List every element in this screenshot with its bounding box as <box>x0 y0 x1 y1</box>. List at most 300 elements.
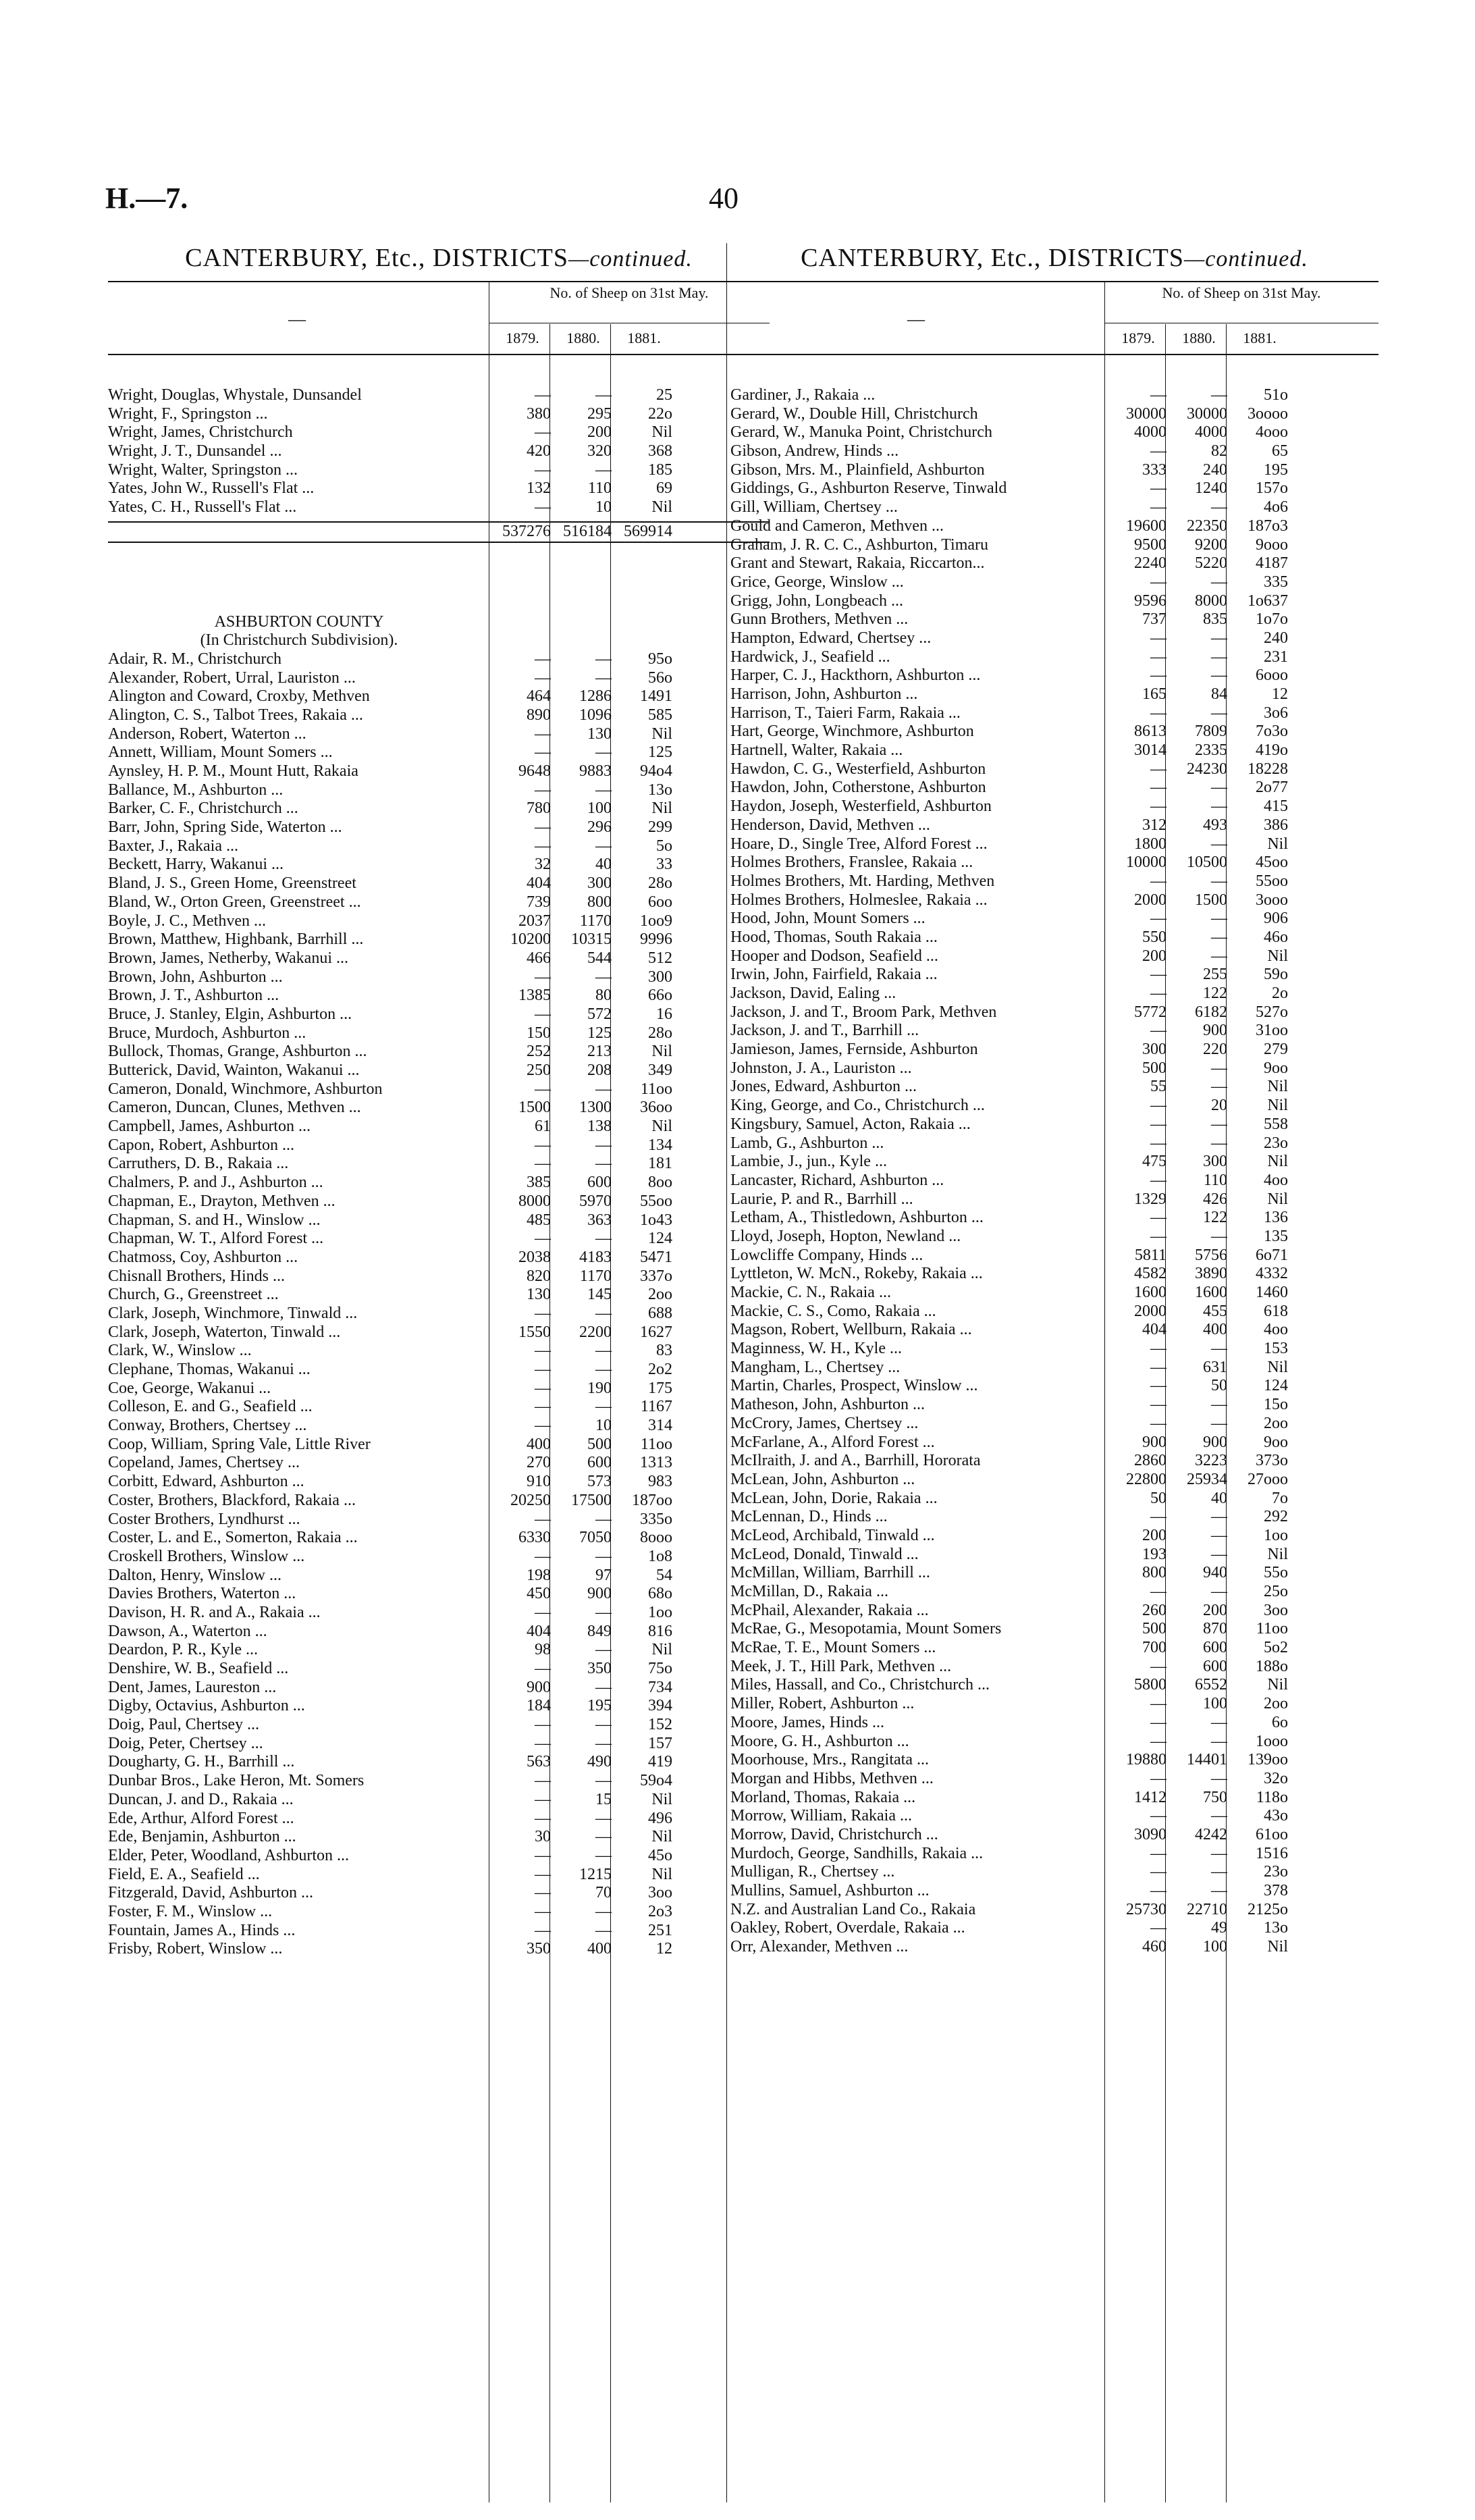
sheep-1881: 134 <box>648 1136 672 1154</box>
sheep-1881: 18228 <box>1248 760 1288 778</box>
owner-name: Jackson, David, Ealing ... <box>730 985 896 1002</box>
owner-name: Lloyd, Joseph, Hopton, Newland ... <box>730 1227 961 1245</box>
left-table-header <box>108 281 770 355</box>
sheep-1880: — <box>595 461 612 479</box>
sheep-1880: 455 <box>1203 1302 1227 1320</box>
sheep-1880: 125 <box>587 1024 612 1042</box>
owner-name: Harrison, T., Taieri Farm, Rakaia ... <box>730 704 961 722</box>
sheep-1880: — <box>1211 1396 1227 1414</box>
sheep-1880: 300 <box>1203 1153 1227 1171</box>
owner-name: Giddings, G., Ashburton Reserve, Tinwald <box>730 479 1007 498</box>
left-sheep-header: No. of Sheep on 31st May. <box>489 285 770 323</box>
owner-name: Harrison, John, Ashburton ... <box>730 685 918 703</box>
sheep-1880: — <box>1211 1769 1227 1787</box>
sheep-1880: 10 <box>595 498 612 517</box>
sheep-1881: 59o4 <box>640 1772 672 1790</box>
table-row <box>730 1153 1378 1172</box>
sheep-1881: 25o <box>1264 1583 1288 1600</box>
owner-name: Gibson, Andrew, Hinds ... <box>730 442 899 461</box>
sheep-1879: — <box>1150 1508 1166 1526</box>
total-1879: 537276 <box>502 522 551 540</box>
left-name-column-header: — <box>288 309 306 329</box>
sheep-1881: 1ooo <box>1256 1732 1288 1750</box>
owner-name: McRae, T. E., Mount Somers ... <box>730 1639 936 1657</box>
sheep-1880: 6552 <box>1195 1676 1227 1694</box>
table-row <box>730 1676 1378 1695</box>
sheep-1879: — <box>535 1379 551 1397</box>
sheep-1879: 333 <box>1142 461 1166 479</box>
sheep-1881: 496 <box>648 1809 672 1827</box>
table-row <box>730 891 1378 910</box>
owner-name: Jones, Edward, Ashburton ... <box>730 1078 917 1096</box>
table-row <box>108 1679 770 1698</box>
table-row <box>108 1492 770 1511</box>
table-row <box>108 1735 770 1754</box>
sheep-1879: — <box>535 818 551 837</box>
sheep-1881: 3oo <box>1264 1601 1288 1619</box>
sheep-1881: 512 <box>648 949 672 967</box>
county-subtitle-text: (In Christchurch Subdivision). <box>200 631 398 650</box>
owner-name: Dunbar Bros., Lake Heron, Mt. Somers <box>108 1772 365 1790</box>
sheep-1879: — <box>535 1790 551 1808</box>
owner-name: Morgan and Hibbs, Methven ... <box>730 1769 934 1787</box>
owner-name: Bullock, Thomas, Grange, Ashburton ... <box>108 1043 367 1061</box>
left-year-1879: 1879. <box>506 330 539 346</box>
sheep-1881: Nil <box>1267 1676 1288 1694</box>
owner-name: Mulligan, R., Chertsey ... <box>730 1863 895 1881</box>
table-row <box>730 1003 1378 1022</box>
sheep-1881: 9oo <box>1264 1433 1288 1451</box>
owner-name: Morrow, William, Rakaia ... <box>730 1807 912 1825</box>
table-row <box>108 1903 770 1922</box>
owner-name: McRae, G., Mesopotamia, Mount Somers <box>730 1620 1002 1638</box>
table-row <box>108 1641 770 1660</box>
owner-name: Croskell Brothers, Winslow ... <box>108 1547 305 1565</box>
page-number: 40 <box>709 182 739 215</box>
sheep-1879: — <box>1150 1882 1166 1899</box>
table-row <box>730 985 1378 1003</box>
sheep-1880: — <box>595 1510 612 1528</box>
table-row <box>730 1919 1378 1938</box>
sheep-1879: — <box>1150 1134 1166 1152</box>
table-row <box>730 1620 1378 1639</box>
owner-name: Hoare, D., Single Tree, Alford Forest ... <box>730 835 988 853</box>
table-row <box>730 648 1378 667</box>
sheep-1879: 400 <box>527 1435 551 1453</box>
sheep-1881: 386 <box>1264 816 1288 834</box>
sheep-1880: — <box>1211 1863 1227 1881</box>
sheep-1879: — <box>1150 779 1166 797</box>
sheep-1880: — <box>1211 779 1227 797</box>
owner-name: Fountain, James A., Hinds ... <box>108 1921 296 1939</box>
sheep-1879: — <box>1150 1115 1166 1133</box>
owner-name: Haydon, Joseph, Westerfield, Ashburton <box>730 797 992 816</box>
table-row <box>730 1415 1378 1434</box>
sheep-1880: 138 <box>587 1118 612 1136</box>
sheep-1880: 190 <box>587 1379 612 1397</box>
sheep-1880: — <box>595 837 612 855</box>
sheep-1880: 849 <box>587 1622 612 1640</box>
table-row <box>730 517 1378 536</box>
sheep-1879: 3090 <box>1134 1825 1166 1843</box>
sheep-1881: Nil <box>1267 1358 1288 1376</box>
sheep-1879: — <box>1150 704 1166 722</box>
owner-name: King, George, and Co., Christchurch ... <box>730 1097 985 1115</box>
sheep-1881: 54 <box>656 1566 672 1584</box>
owner-name: Gardiner, J., Rakaia ... <box>730 386 876 404</box>
sheep-1880: — <box>595 1230 612 1248</box>
sheep-1881: 1o43 <box>640 1211 672 1229</box>
table-row <box>108 1810 770 1829</box>
sheep-1879: 198 <box>527 1566 551 1584</box>
table-row <box>108 930 770 949</box>
left-total-row <box>108 521 770 543</box>
right-year-1881: 1881. <box>1243 330 1277 346</box>
sheep-1881: 688 <box>648 1304 672 1322</box>
table-row <box>730 1882 1378 1901</box>
owner-name: Lamb, G., Ashburton ... <box>730 1134 884 1152</box>
table-row <box>108 479 770 498</box>
sheep-1879: — <box>1150 1209 1166 1227</box>
table-row <box>108 1267 770 1286</box>
sheep-1879: 193 <box>1142 1545 1166 1563</box>
sheep-1879: 460 <box>1142 1938 1166 1956</box>
table-row <box>108 1305 770 1323</box>
sheep-1880: 4183 <box>579 1248 612 1266</box>
table-row <box>730 1377 1378 1396</box>
sheep-1880: 600 <box>1203 1639 1227 1657</box>
owner-name: Mullins, Samuel, Ashburton ... <box>730 1882 930 1899</box>
sheep-1880: 573 <box>587 1473 612 1491</box>
sheep-1879: 200 <box>1142 947 1166 965</box>
sheep-1881: 188o <box>1256 1657 1288 1675</box>
sheep-1880: 940 <box>1203 1564 1227 1582</box>
sheep-1879: 820 <box>527 1267 551 1285</box>
sheep-1879: — <box>535 498 551 517</box>
owner-name: Brown, Matthew, Highbank, Barrhill ... <box>108 930 364 949</box>
sheep-1879: 165 <box>1142 685 1166 703</box>
owner-name: Hartnell, Walter, Rakaia ... <box>730 741 903 760</box>
sheep-1881: 69 <box>656 479 672 498</box>
sheep-1879: — <box>535 1230 551 1248</box>
sheep-1880: — <box>1211 1882 1227 1899</box>
sheep-1881: 983 <box>648 1473 672 1491</box>
owner-name: Holmes Brothers, Holmeslee, Rakaia ... <box>730 891 988 909</box>
sheep-1880: 30000 <box>1187 404 1227 423</box>
sheep-1880: 200 <box>587 423 612 442</box>
sheep-1879: 1800 <box>1134 835 1166 853</box>
sheep-1879: 9596 <box>1134 592 1166 610</box>
table-row <box>108 1061 770 1080</box>
sheep-1881: 1o8 <box>648 1547 672 1565</box>
sheep-1880: — <box>595 1846 612 1864</box>
sheep-1881: 175 <box>648 1379 672 1397</box>
sheep-1881: 3oo <box>648 1884 672 1902</box>
sheep-1880: 195 <box>587 1697 612 1715</box>
table-row <box>108 1697 770 1716</box>
owner-name: Deardon, P. R., Kyle ... <box>108 1641 258 1659</box>
owner-name: Orr, Alexander, Methven ... <box>730 1938 909 1956</box>
table-row <box>108 405 770 424</box>
sheep-1881: 335o <box>640 1510 672 1528</box>
sheep-1880: — <box>595 1921 612 1939</box>
table-row <box>730 536 1378 555</box>
table-row <box>730 1396 1378 1415</box>
sheep-1881: 11oo <box>640 1080 672 1098</box>
sheep-1881: 23o <box>1264 1134 1288 1152</box>
owner-name: Laurie, P. and R., Barrhill ... <box>730 1190 913 1208</box>
sheep-1881: 152 <box>648 1716 672 1734</box>
sheep-1880: 100 <box>1203 1695 1227 1713</box>
sheep-1880: 145 <box>587 1286 612 1304</box>
sheep-1880: 122 <box>1203 1209 1227 1227</box>
table-row <box>730 1639 1378 1658</box>
table-row <box>108 837 770 856</box>
sheep-1881: 6o <box>1272 1713 1288 1731</box>
sheep-1879: — <box>535 650 551 668</box>
sheep-1880: — <box>1211 1078 1227 1096</box>
sheep-1879: 485 <box>527 1211 551 1229</box>
table-row <box>108 1772 770 1791</box>
table-row <box>730 947 1378 966</box>
table-row <box>108 1361 770 1380</box>
sheep-1881: 59o <box>1264 966 1288 984</box>
table-row <box>730 1452 1378 1471</box>
sheep-1879: — <box>535 1772 551 1790</box>
sheep-1881: 1oo <box>1264 1526 1288 1544</box>
sheep-1879: — <box>535 1547 551 1565</box>
table-row <box>730 1546 1378 1565</box>
sheep-1880: — <box>1211 573 1227 591</box>
sheep-1881: 12 <box>1272 685 1288 703</box>
sheep-1879: 9500 <box>1134 535 1166 554</box>
sheep-1880: 40 <box>595 856 612 874</box>
sheep-1880: 900 <box>1203 1022 1227 1040</box>
sheep-1881: 7o3o <box>1256 723 1288 741</box>
owner-name: Jamieson, James, Fernside, Ashburton <box>730 1041 978 1059</box>
table-row <box>730 1321 1378 1340</box>
sheep-1881: 415 <box>1264 797 1288 816</box>
sheep-1879: 32 <box>535 856 551 874</box>
table-row <box>730 854 1378 872</box>
right-column <box>730 243 1378 1957</box>
sheep-1879: — <box>535 1417 551 1435</box>
sheep-1879: 61 <box>535 1118 551 1136</box>
owner-name: Davison, H. R. and A., Rakaia ... <box>108 1603 321 1621</box>
table-row <box>730 1508 1378 1527</box>
owner-name: McMillan, William, Barrhill ... <box>730 1564 930 1582</box>
table-row <box>730 966 1378 985</box>
table-row <box>730 723 1378 741</box>
owner-name: Clark, Joseph, Waterton, Tinwald ... <box>108 1323 341 1341</box>
sheep-1881: Nil <box>651 1118 672 1136</box>
sheep-1881: 349 <box>648 1061 672 1079</box>
table-row <box>730 1564 1378 1583</box>
sheep-1879: 19600 <box>1126 517 1166 535</box>
owner-name: Holmes Brothers, Franslee, Rakaia ... <box>730 854 973 872</box>
sheep-1881: 8ooo <box>640 1529 672 1547</box>
sheep-1880: 600 <box>1203 1657 1227 1675</box>
sheep-1881: 5o2 <box>1264 1639 1288 1657</box>
owner-name: Bland, J. S., Green Home, Greenstreet <box>108 874 356 893</box>
sheep-1881: 27ooo <box>1248 1470 1288 1488</box>
sheep-1880: 110 <box>1203 1171 1227 1189</box>
sheep-1881: 4332 <box>1256 1265 1288 1283</box>
sheep-1881: 2o <box>1272 985 1288 1002</box>
table-row <box>730 1901 1378 1920</box>
table-row <box>730 1059 1378 1078</box>
sheep-1880: 900 <box>587 1585 612 1603</box>
sheep-1881: 16 <box>656 1005 672 1023</box>
left-rows <box>108 650 770 1959</box>
owner-name: Wright, J. T., Dunsandel ... <box>108 442 282 461</box>
sheep-1879: 252 <box>527 1043 551 1061</box>
sheep-1880: — <box>595 668 612 687</box>
sheep-1881: 7o <box>1272 1489 1288 1507</box>
sheep-1880: 10 <box>595 1417 612 1435</box>
sheep-1879: 4582 <box>1134 1265 1166 1283</box>
table-row <box>730 1097 1378 1115</box>
sheep-1881: 51o <box>1264 386 1288 404</box>
sheep-1881: 4oo <box>1264 1171 1288 1189</box>
sheep-1881: Nil <box>1267 1153 1288 1171</box>
table-row <box>730 685 1378 704</box>
sheep-1880: 122 <box>1203 985 1227 1002</box>
sheep-1881: 13o <box>648 781 672 799</box>
sheep-1881: 22o <box>648 404 672 423</box>
sheep-1880: — <box>595 1361 612 1378</box>
owner-name: Coster, L. and E., Somerton, Rakaia ... <box>108 1529 358 1547</box>
sheep-1880: 1240 <box>1195 479 1227 498</box>
owner-name: Miles, Hassall, and Co., Christchurch ... <box>730 1676 990 1694</box>
sheep-1881: 4o6 <box>1264 498 1288 517</box>
table-row <box>108 856 770 874</box>
sheep-1880: — <box>595 968 612 986</box>
owner-name: Beckett, Harry, Wakanui ... <box>108 856 284 874</box>
owner-name: Barr, John, Spring Side, Waterton ... <box>108 818 342 837</box>
sheep-1881: 55oo <box>1256 872 1288 890</box>
owner-name: Chapman, W. T., Alford Forest ... <box>108 1230 324 1248</box>
sheep-1879: — <box>1150 629 1166 647</box>
sheep-1879: — <box>1150 1097 1166 1115</box>
table-row <box>108 1174 770 1192</box>
owner-name: Alington, C. S., Talbot Trees, Rakaia ... <box>108 706 363 724</box>
table-row <box>108 461 770 480</box>
sheep-1880: 4242 <box>1195 1825 1227 1843</box>
owner-name: Cameron, Duncan, Clunes, Methven ... <box>108 1099 361 1117</box>
sheep-1879: — <box>1150 966 1166 984</box>
table-row <box>730 1228 1378 1246</box>
table-row <box>730 1695 1378 1714</box>
sheep-1881: Nil <box>651 498 672 517</box>
table-row <box>730 1583 1378 1602</box>
sheep-1881: Nil <box>1267 1938 1288 1956</box>
table-row <box>730 1807 1378 1826</box>
table-row <box>108 762 770 781</box>
table-row <box>108 1884 770 1903</box>
sheep-1879: — <box>535 386 551 404</box>
owner-name: Davies Brothers, Waterton ... <box>108 1585 296 1603</box>
sheep-1879: — <box>1150 479 1166 498</box>
table-row <box>108 1155 770 1174</box>
sheep-1879: 550 <box>1142 928 1166 946</box>
sheep-1881: 32o <box>1264 1769 1288 1787</box>
sheep-1879: 380 <box>527 404 551 423</box>
sheep-1879: — <box>1150 1713 1166 1731</box>
sheep-1879: — <box>1150 573 1166 591</box>
sheep-1881: 28o <box>648 874 672 893</box>
sheep-1879: — <box>1150 1358 1166 1376</box>
sheep-1881: 2o77 <box>1256 779 1288 797</box>
table-row <box>108 1136 770 1155</box>
owner-name: Brown, James, Netherby, Wakanui ... <box>108 949 348 967</box>
table-row <box>108 386 770 405</box>
sheep-1880: — <box>595 781 612 799</box>
table-row <box>730 741 1378 760</box>
owner-name: Gunn Brothers, Methven ... <box>730 610 909 629</box>
sheep-1879: 350 <box>527 1940 551 1958</box>
sheep-1879: — <box>1150 910 1166 928</box>
owner-name: Wright, James, Christchurch <box>108 423 293 442</box>
owner-name: Mackie, C. S., Como, Rakaia ... <box>730 1302 936 1320</box>
sheep-1881: 251 <box>648 1921 672 1939</box>
sheep-1880: 5220 <box>1195 554 1227 573</box>
table-row <box>108 1211 770 1230</box>
sheep-1880: 40 <box>1211 1489 1227 1507</box>
sheep-1879: — <box>535 1361 551 1378</box>
owner-name: Fitzgerald, David, Ashburton ... <box>108 1884 313 1902</box>
table-row <box>108 1473 770 1492</box>
owner-name: Lyttleton, W. McN., Rokeby, Rakaia ... <box>730 1265 983 1283</box>
table-row <box>108 1623 770 1642</box>
sheep-1880: 490 <box>587 1753 612 1771</box>
sheep-1880: — <box>595 1734 612 1752</box>
sheep-1880: — <box>1211 386 1227 404</box>
table-row <box>108 949 770 968</box>
sheep-1880: — <box>1211 1059 1227 1077</box>
sheep-1880: — <box>595 1547 612 1565</box>
sheep-1879: 10200 <box>510 930 551 949</box>
table-row <box>730 816 1378 835</box>
sheep-1881: 83 <box>656 1342 672 1360</box>
sheep-1880: — <box>1211 1545 1227 1563</box>
table-row <box>730 1340 1378 1359</box>
sheep-1881: 1460 <box>1256 1284 1288 1301</box>
sheep-1880: 600 <box>587 1174 612 1192</box>
sheep-1880: 220 <box>1203 1041 1227 1059</box>
owner-name: Coe, George, Wakanui ... <box>108 1379 271 1397</box>
sheep-1881: 45o <box>648 1846 672 1864</box>
sheep-1879: 1329 <box>1134 1190 1166 1208</box>
sheep-1881: 292 <box>1264 1508 1288 1526</box>
sheep-1879: — <box>1150 1657 1166 1675</box>
sheep-1879: — <box>535 1716 551 1734</box>
table-row <box>108 1005 770 1024</box>
sheep-1880: 25934 <box>1187 1470 1227 1488</box>
owner-name: Hampton, Edward, Chertsey ... <box>730 629 932 647</box>
sheep-1879: 1600 <box>1134 1284 1166 1301</box>
sheep-1881: 394 <box>648 1697 672 1715</box>
sheep-1881: Nil <box>651 725 672 743</box>
sheep-1881: 94o4 <box>640 762 672 780</box>
left-year-1880: 1880. <box>566 330 600 346</box>
table-row <box>730 1078 1378 1097</box>
table-row <box>108 987 770 1005</box>
sheep-1880: — <box>1211 928 1227 946</box>
table-row <box>108 1398 770 1417</box>
sheep-1880: 110 <box>587 479 612 498</box>
sheep-1881: 1313 <box>640 1454 672 1472</box>
